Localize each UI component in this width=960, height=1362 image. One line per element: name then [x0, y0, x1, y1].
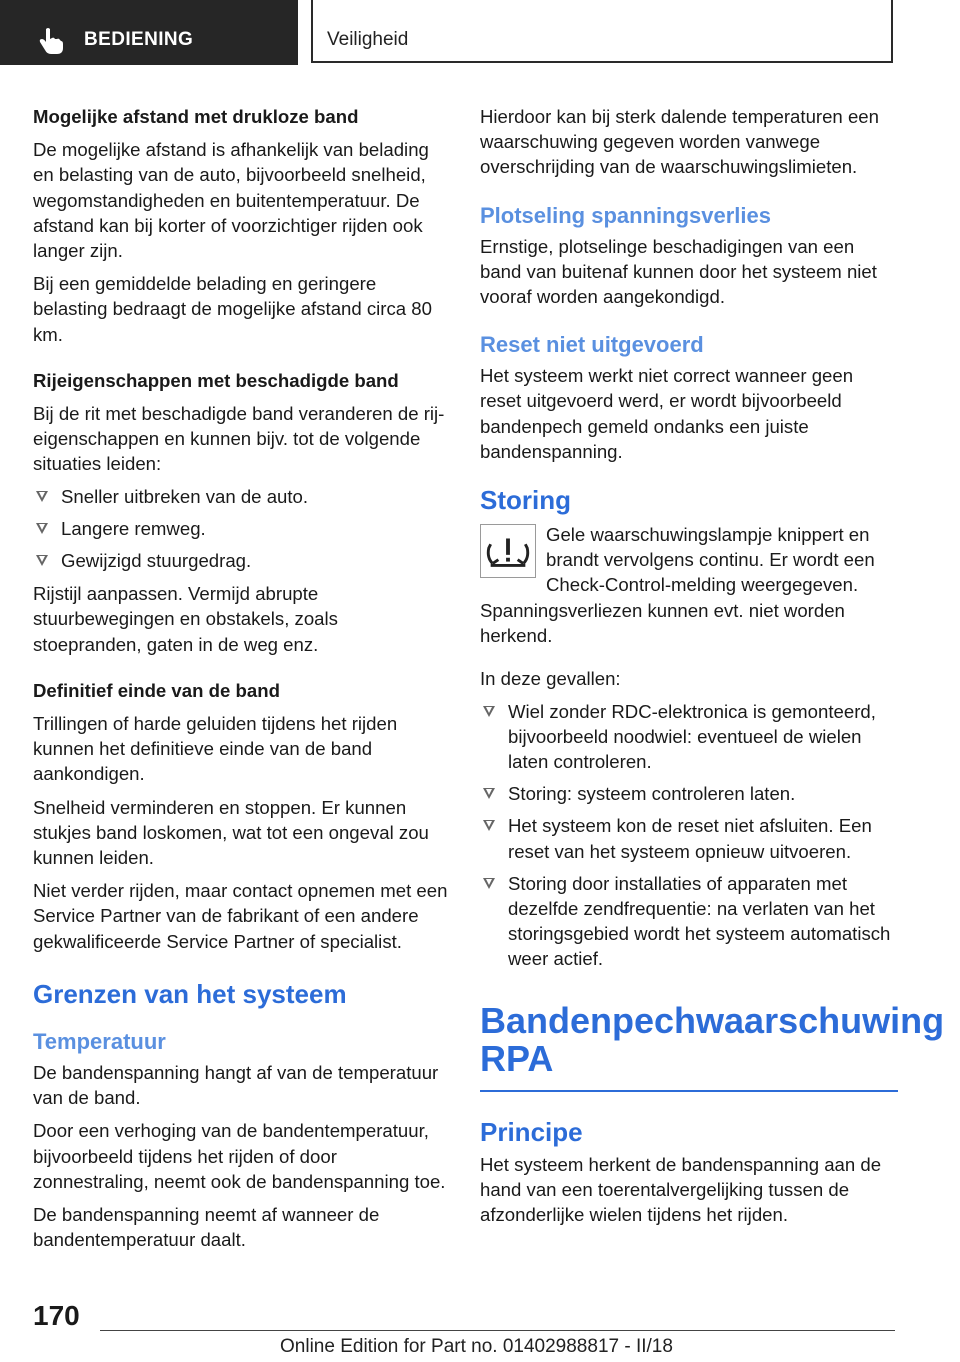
paragraph: Snelheid verminderen en stoppen. Er kunnen stukjes band loskomen, wat tot een ongeval zou kunnen leiden. [33, 796, 429, 869]
footer-divider [100, 1330, 895, 1331]
chapter-tab [0, 0, 298, 65]
list-item: Het systeem kon de reset niet afsluiten. Een reset van het systeem opnieuw uitvoeren. [480, 813, 898, 863]
heading-rijeigenschappen: Rijeigenschappen met beschadigde band [33, 369, 399, 391]
storing-indicator-block [480, 522, 898, 598]
triangle-bullet-icon [36, 523, 48, 534]
heading-reset: Reset niet uitgevoerd [480, 332, 704, 358]
storing-list [480, 699, 898, 972]
paragraph: Spanningsverliezen kunnen evt. niet worden herkend. [480, 600, 845, 647]
paragraph: Niet verder rijden, maar contact opnemen met een Service Partner van de fabrikant of een andere gekwalificeerde Service Partner of specialist. [33, 880, 448, 952]
right-column [480, 104, 945, 1227]
triangle-bullet-icon [483, 820, 495, 831]
paragraph: Gele waarschuwingslampje knippert en brandt vervolgens continu. Er wordt een Check-Control-melding weergegeven. [546, 524, 875, 596]
paragraph: Het systeem werkt niet correct wanneer geen reset uitgevoerd werd, er wordt bijvoorbeeld bandenpech gemeld ondanks een juiste bandenspanning. [480, 365, 854, 462]
list-item: Gewijzigd stuurgedrag. [33, 548, 451, 573]
paragraph: De mogelijke afstand is afhankelijk van belading en belasting van de auto, bijvoorbeeld snelheid, wegomstandigheden en buitentemperatuur. De afstand kan bij korter of voorzichtiger rijden ook langer zijn. [33, 139, 429, 262]
tire-pressure-warning-icon [480, 524, 536, 578]
title-divider [480, 1090, 898, 1092]
list-item: Sneller uitbreken van de auto. [33, 484, 451, 509]
footer-edition: Online Edition for Part no. 01402988817 - II/18 [280, 1336, 673, 1357]
paragraph: De bandenspanning neemt af wanneer de bandentemperatuur daalt. [33, 1203, 380, 1251]
chapter-label: BEDIENING [84, 29, 194, 50]
paragraph: Door een verhoging van de bandentemperatuur, bijvoorbeeld tijdens het rijden of door zonnestraling, neemt ook de bandenspanning toe. [33, 1120, 446, 1192]
section-label: Veiligheid [327, 29, 409, 50]
heading-principe: Principe [480, 1116, 583, 1147]
rij-list [33, 484, 451, 574]
list-item: Storing door installaties of apparaten met dezelfde zendfrequentie: na verlaten van het storingsgebied wordt het systeem automatisch weer actief. [480, 871, 898, 972]
chapter-title-line1: Bandenpechwaarschuwing [480, 999, 945, 1041]
chapter-title-line2: RPA [480, 1037, 554, 1079]
paragraph: Bij een gemiddelde belading en geringere belasting bedraagt de mogelijke afstand circa 80 km. [33, 273, 432, 345]
triangle-bullet-icon [483, 878, 495, 889]
list-item: Wiel zonder RDC-elektronica is gemonteerd, bijvoorbeeld noodwiel: eventueel de wielen laten controleren. [480, 699, 898, 775]
section-header [311, 0, 893, 63]
heading-storing: Storing [480, 485, 571, 516]
paragraph: Trillingen of harde geluiden tijdens het rijden kunnen het definitieve einde van de band aankondigen. [33, 713, 398, 785]
triangle-bullet-icon [36, 555, 48, 566]
list-item: Langere remweg. [33, 516, 451, 541]
paragraph: Bij de rit met beschadigde band veranderen de rij-eigenschappen en kunnen bijv. tot de volgende situaties leiden: [33, 403, 445, 475]
triangle-bullet-icon [483, 706, 495, 717]
hand-pointer-icon [38, 27, 64, 55]
triangle-bullet-icon [36, 491, 48, 502]
paragraph: De bandenspanning hangt af van de temperatuur van de band. [33, 1061, 439, 1109]
chapter-title-block [480, 999, 945, 1092]
paragraph: Hierdoor kan bij sterk dalende temperaturen een waarschuwing gegeven worden vanwege overschrijding van de waarschuwingslimieten. [480, 106, 879, 178]
heading-temperatuur: Temperatuur [33, 1028, 166, 1054]
triangle-bullet-icon [483, 788, 495, 799]
heading-plotseling: Plotseling spanningsverlies [480, 202, 771, 228]
heading-grenzen: Grenzen van het systeem [33, 978, 347, 1009]
list-item: Storing: systeem controleren laten. [480, 781, 898, 806]
paragraph: Rijstijl aanpassen. Vermijd abrupte stuurbewegingen en obstakels, zoals stoepranden, gaten in de weg enz. [33, 583, 338, 655]
heading-einde: Definitief einde van de band [33, 679, 280, 701]
heading-afstand: Mogelijke afstand met drukloze band [33, 106, 359, 127]
paragraph: In deze gevallen: [480, 668, 621, 690]
page-number: 170 [33, 1300, 80, 1331]
paragraph: Ernstige, plotselinge beschadigingen van een band van buitenaf kunnen door het systeem niet vooraf worden aangekondigd. [480, 235, 877, 308]
paragraph: Het systeem herkent de bandenspanning aan de hand van een toerentalvergelijking tussen de afzonderlijke wielen tijdens het rijden. [480, 1153, 882, 1226]
left-column [33, 104, 451, 1252]
